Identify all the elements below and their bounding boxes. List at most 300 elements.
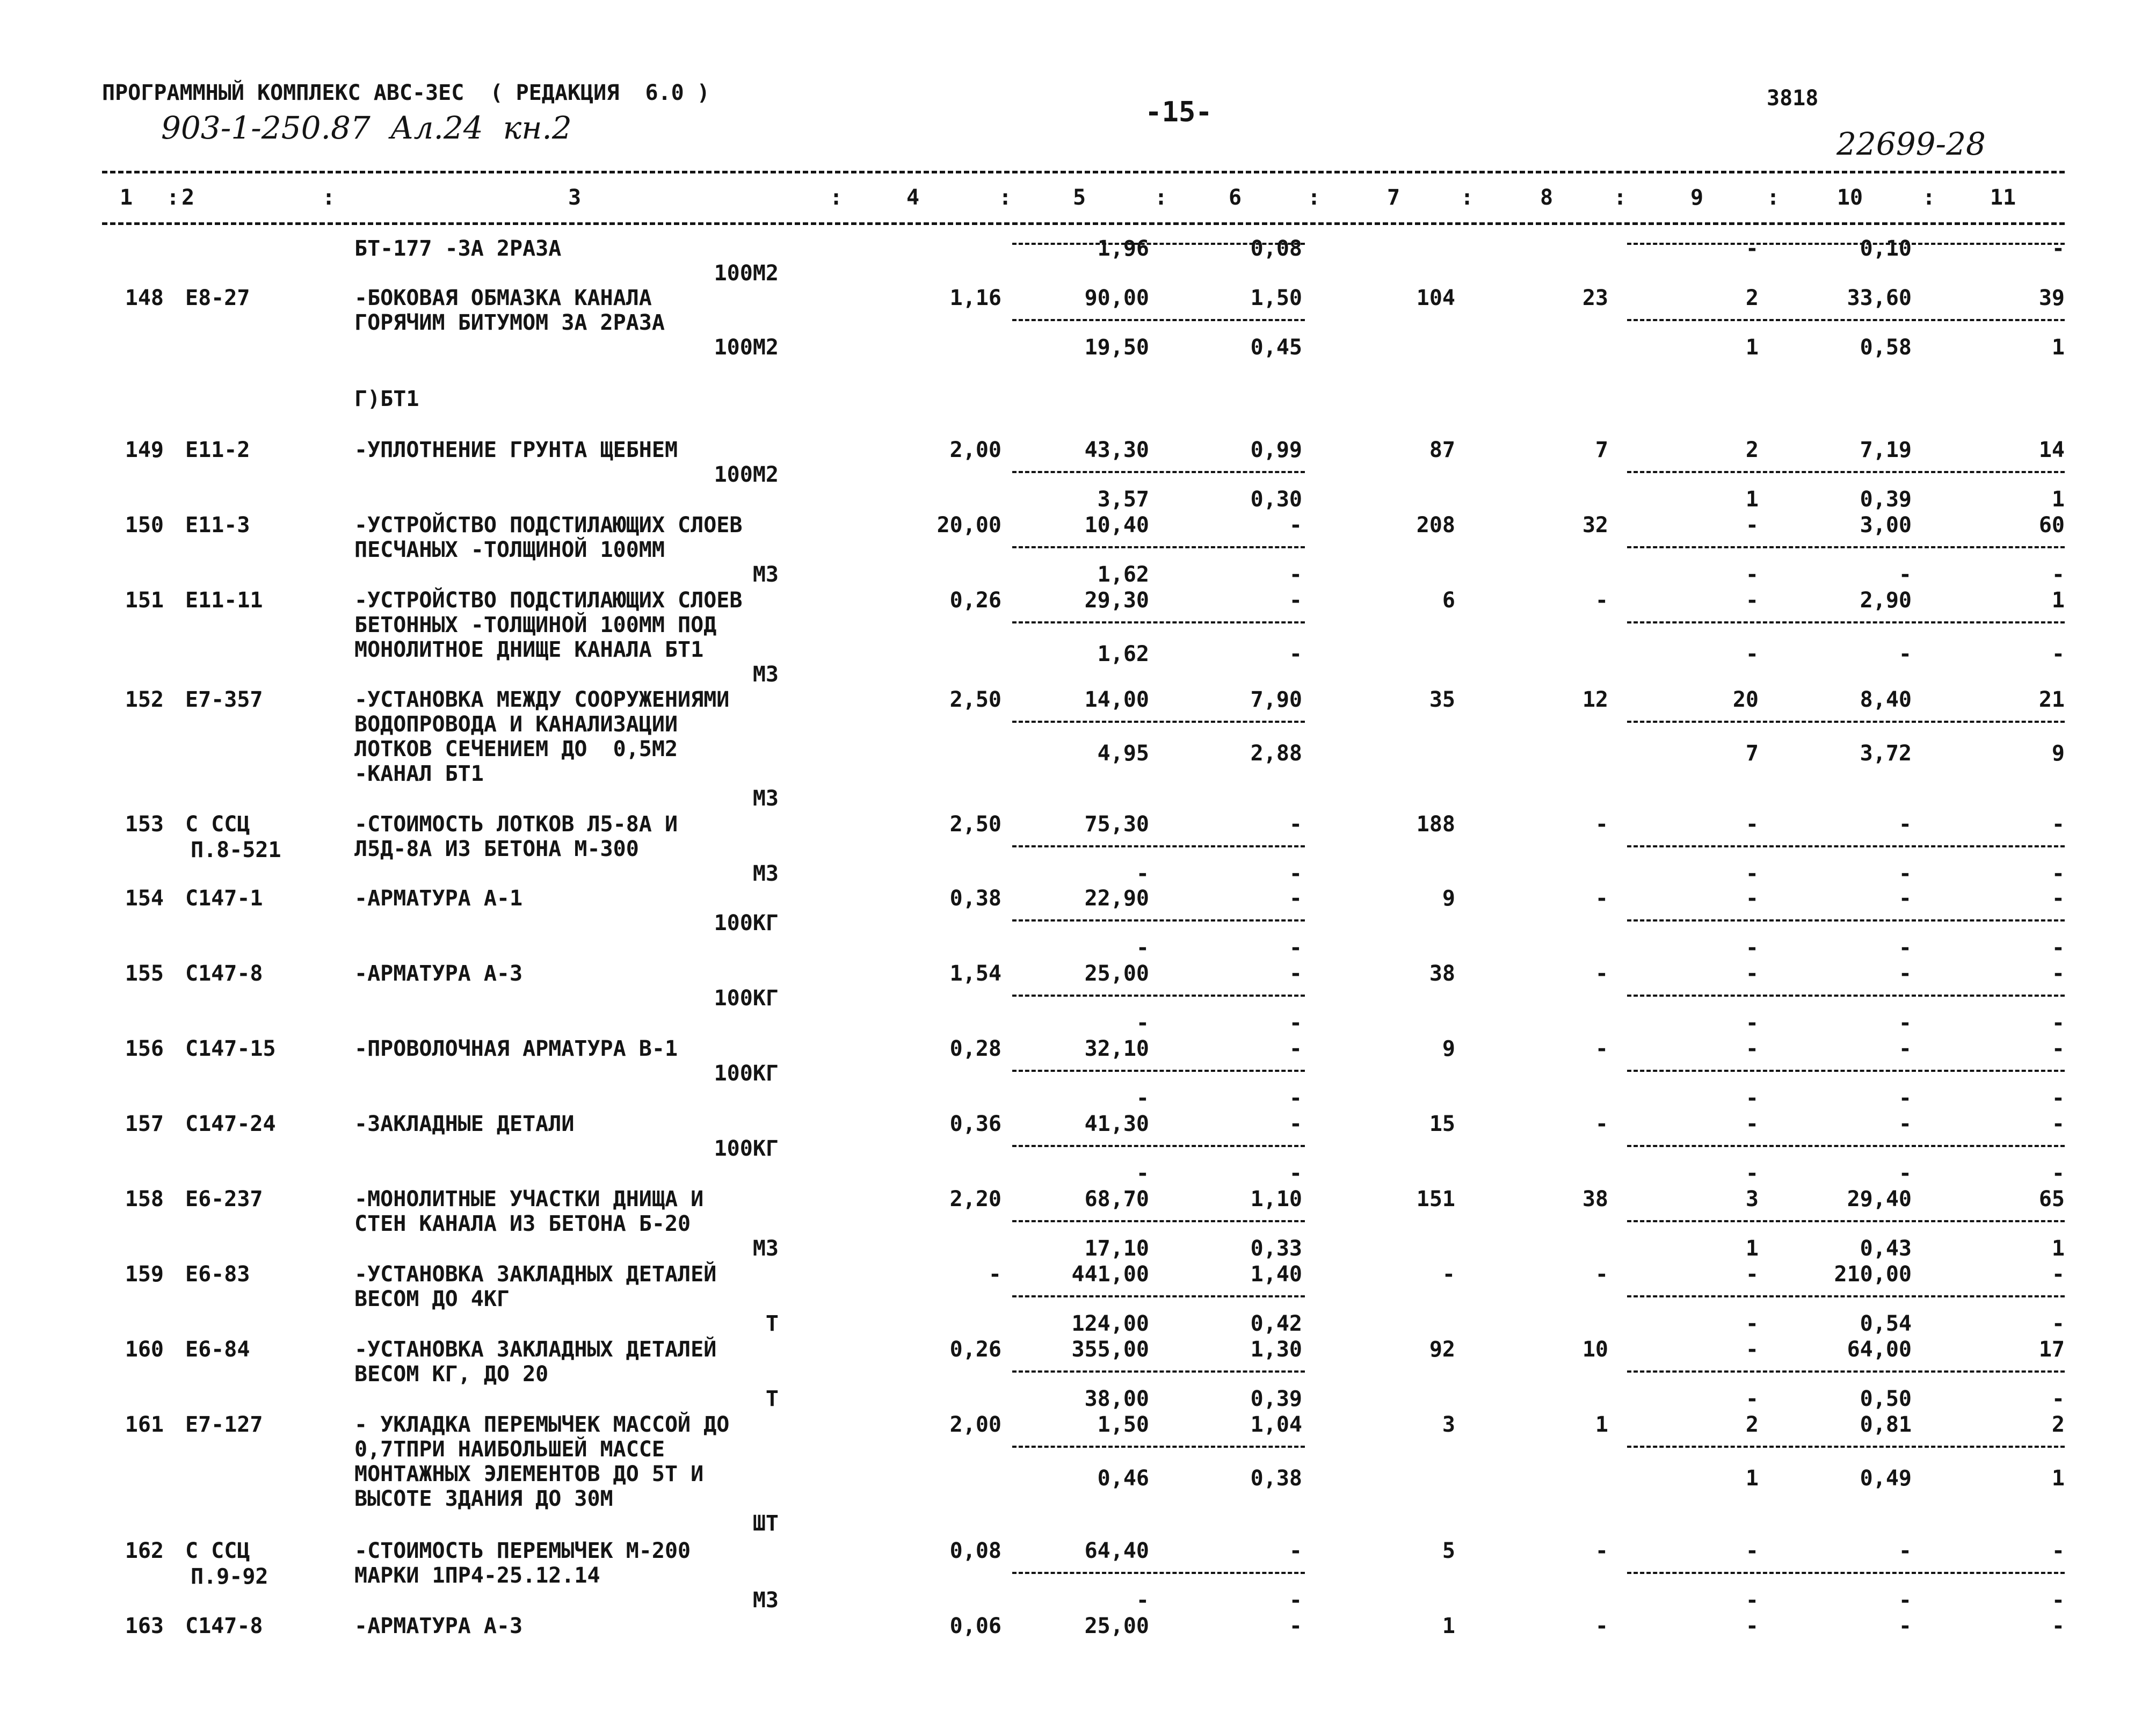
row-divider [1012,919,1305,922]
sub-s2: 0,42 [1250,1311,1302,1336]
cell-qty: 1,16 [949,286,1001,310]
work-description: -УСТАНОВКА МЕЖДУ СООРУЖЕНИЯМИ [354,687,730,712]
sub-s2: - [1289,1086,1302,1111]
sub-sb: 0,49 [1860,1466,1912,1491]
sub-s1: 1,62 [1097,562,1149,587]
work-description: ВЕСОМ КГ, ДО 20 [354,1362,549,1387]
cell-t1: 87 [1429,438,1455,462]
cell-b: 2,90 [1860,588,1912,613]
cell-c: 65 [2038,1187,2065,1212]
cell-c: - [2051,236,2065,261]
sub-s2: - [1289,1588,1302,1613]
work-description: ВЫСОТЕ ЗДАНИЯ ДО 30М [354,1486,613,1511]
sub-sc: - [2051,1011,2065,1035]
row-divider [1012,243,1305,245]
sub-s1: 3,57 [1097,487,1149,512]
sub-s2: 2,88 [1250,741,1302,766]
row-divider [1012,1446,1305,1448]
cell-a: 3 [1745,1187,1759,1212]
norm-code: Е6-83 [185,1262,250,1287]
work-description: -УСТРОЙСТВО ПОДСТИЛАЮЩИХ СЛОЕВ [354,513,743,538]
sub-sa: - [1745,1011,1759,1035]
work-description: БТ-177 -ЗА 2РАЗА [354,236,562,261]
sub-sa: 1 [1745,335,1759,360]
cell-p1: 75,30 [1084,812,1149,837]
norm-code: Е7-127 [185,1412,263,1437]
sub-sa: 7 [1745,741,1759,766]
cell-a: - [1745,1614,1759,1638]
cell-qty: 0,38 [949,886,1001,911]
row-divider [1012,319,1305,321]
cell-t2: 32 [1582,513,1608,538]
cell-t1: 208 [1416,513,1455,538]
sub-s2: 0,39 [1250,1387,1302,1411]
unit-of-measure: ШТ [752,1511,779,1536]
sub-s2: 0,33 [1250,1236,1302,1261]
cell-p2: - [1289,1614,1302,1638]
row-number: 158 [125,1187,164,1212]
cell-p1: 355,00 [1071,1337,1149,1362]
sub-sa: 1 [1745,1236,1759,1261]
work-description: ГОРЯЧИМ БИТУМОМ ЗА 2РАЗА [354,310,665,335]
row-divider [1627,1295,2065,1297]
norm-code-ref: П.8-521 [191,838,281,862]
cell-p2: 1,30 [1250,1337,1302,1362]
unit-of-measure: М3 [752,662,779,687]
column-separator: : [830,185,843,210]
cell-t1: 9 [1442,1036,1455,1061]
work-description: -КАНАЛ БТ1 [354,761,484,786]
program-header: ПРОГРАММНЫЙ КОМПЛЕКС АВС-ЗЕС ( РЕДАКЦИЯ 6.0 ) [102,81,710,105]
cell-a: 20 [1732,687,1759,712]
sub-sa: - [1745,1086,1759,1111]
page-number: -15- [1145,96,1213,128]
work-description: -СТОИМОСТЬ ПЕРЕМЫЧЕК М-200 [354,1539,691,1563]
cell-t1: 3 [1442,1412,1455,1437]
row-divider [1627,1370,2065,1373]
sub-sc: 1 [2051,487,2065,512]
cell-p1: 1,96 [1097,236,1149,261]
cell-b: 64,00 [1847,1337,1912,1362]
row-number: 150 [125,513,164,538]
sub-s2: 0,38 [1250,1466,1302,1491]
sub-s1: 1,62 [1097,642,1149,666]
row-divider [1012,845,1305,847]
work-description: 0,7ТПРИ НАИБОЛЬШЕЙ МАССЕ [354,1437,665,1462]
cell-t2: - [1595,1262,1608,1287]
work-description: -ПРОВОЛОЧНАЯ АРМАТУРА В-1 [354,1036,678,1061]
cell-c: - [2051,1539,2065,1563]
work-description: ЛОТКОВ СЕЧЕНИЕМ ДО 0,5М2 [354,737,678,761]
work-description: -АРМАТУРА А-1 [354,886,523,911]
unit-of-measure: 100КГ [714,1136,779,1161]
sub-sc: - [2051,935,2065,960]
work-description: ПЕСЧАНЫХ -ТОЛЩИНОЙ 100ММ [354,538,665,562]
column-number-3: 3 [568,185,582,210]
unit-of-measure: 100М2 [714,335,779,360]
cell-t1: 1 [1442,1614,1455,1638]
norm-code-ref: П.9-92 [191,1564,268,1589]
sub-sc: - [2051,1387,2065,1411]
work-description: -МОНОЛИТНЫЕ УЧАСТКИ ДНИЩА И [354,1187,704,1212]
row-divider [1627,1070,2065,1072]
column-separator: : [166,185,180,210]
row-divider [1012,621,1305,623]
sub-s2: 0,45 [1250,335,1302,360]
sub-sb: - [1898,861,1912,886]
work-description: БЕТОННЫХ -ТОЛЩИНОЙ 100ММ ПОД [354,613,717,637]
norm-code: С147-24 [185,1112,276,1136]
cell-t2: - [1595,1614,1608,1638]
cell-a: 2 [1745,1412,1759,1437]
unit-of-measure: 100КГ [714,1061,779,1086]
sub-sb: 0,50 [1860,1387,1912,1411]
row-divider [1012,721,1305,723]
cell-p1: 25,00 [1084,1614,1149,1638]
unit-of-measure: 100М2 [714,261,779,286]
sub-sb: - [1898,935,1912,960]
cell-t2: - [1595,886,1608,911]
cell-a: - [1745,513,1759,538]
sub-s1: 17,10 [1084,1236,1149,1261]
row-divider [1012,471,1305,473]
norm-code: Е11-2 [185,438,250,462]
cell-t1: 35 [1429,687,1455,712]
sub-s1: - [1136,1086,1149,1111]
cell-p2: 1,04 [1250,1412,1302,1437]
sub-sa: - [1745,1161,1759,1186]
column-number-6: 6 [1228,185,1242,210]
cell-c: 1 [2051,588,2065,613]
work-description: МАРКИ 1ПР4-25.12.14 [354,1563,600,1588]
cell-p2: - [1289,812,1302,837]
cell-p2: - [1289,1539,1302,1563]
column-number-2: 2 [181,185,195,210]
norm-code: Е7-357 [185,687,263,712]
column-separator: : [1461,185,1474,210]
cell-b: - [1898,1614,1912,1638]
cell-b: 7,19 [1860,438,1912,462]
cell-c: 60 [2038,513,2065,538]
cell-qty: - [988,1262,1001,1287]
sub-sc: - [2051,1086,2065,1111]
cell-p2: 7,90 [1250,687,1302,712]
cell-c: - [2051,961,2065,986]
unit-of-measure: Т [765,1311,779,1336]
cell-b: 8,40 [1860,687,1912,712]
sub-sb: - [1898,1588,1912,1613]
cell-b: - [1898,1036,1912,1061]
cell-p1: 25,00 [1084,961,1149,986]
cell-c: - [2051,1262,2065,1287]
row-divider [1627,721,2065,723]
cell-t2: - [1595,812,1608,837]
unit-of-measure: М3 [752,786,779,811]
sub-s1: 4,95 [1097,741,1149,766]
column-separator: : [1614,185,1627,210]
sub-sb: 0,39 [1860,487,1912,512]
row-number: 159 [125,1262,164,1287]
cell-p2: - [1289,588,1302,613]
work-description: СТЕН КАНАЛА ИЗ БЕТОНА Б-20 [354,1212,691,1236]
column-number-11: 11 [1990,185,2016,210]
sub-s2: 0,30 [1250,487,1302,512]
cell-b: 0,10 [1860,236,1912,261]
cell-t1: - [1442,1262,1455,1287]
row-divider [1627,546,2065,548]
work-description: МОНОЛИТНОЕ ДНИЩЕ КАНАЛА БТ1 [354,637,704,662]
norm-code: Е11-11 [185,588,263,613]
cell-a: - [1745,1262,1759,1287]
sub-sb: - [1898,1161,1912,1186]
sub-sb: - [1898,642,1912,666]
sub-sa: - [1745,1387,1759,1411]
row-number: 153 [125,812,164,837]
row-divider [1627,243,2065,245]
sub-sa: 1 [1745,487,1759,512]
unit-of-measure: М3 [752,861,779,886]
cell-qty: 0,26 [949,588,1001,613]
cell-t2: - [1595,1036,1608,1061]
cell-p2: - [1289,513,1302,538]
cell-t2: - [1595,1539,1608,1563]
work-description: ВОДОПРОВОДА И КАНАЛИЗАЦИИ [354,712,678,737]
row-number: 154 [125,886,164,911]
cell-b: - [1898,886,1912,911]
row-divider [1627,845,2065,847]
sub-s2: - [1289,935,1302,960]
unit-of-measure: М3 [752,562,779,587]
row-divider [1627,1446,2065,1448]
norm-code: С ССЦ [185,812,250,837]
cell-c: 2 [2051,1412,2065,1437]
column-number-4: 4 [906,185,920,210]
row-number: 148 [125,286,164,310]
sub-sc: - [2051,562,2065,587]
work-description: -АРМАТУРА А-3 [354,1614,523,1638]
cell-b: - [1898,1112,1912,1136]
cell-t2: 12 [1582,687,1608,712]
sub-sb: - [1898,562,1912,587]
cell-a: - [1745,1539,1759,1563]
norm-code: С ССЦ [185,1539,250,1563]
row-number: 155 [125,961,164,986]
column-number-1: 1 [119,185,133,210]
norm-code: Е6-84 [185,1337,250,1362]
work-description: -УСТАНОВКА ЗАКЛАДНЫХ ДЕТАЛЕЙ [354,1337,717,1362]
cell-t1: 5 [1442,1539,1455,1563]
sub-s2: - [1289,1161,1302,1186]
sub-sb: 0,43 [1860,1236,1912,1261]
cell-t1: 15 [1429,1112,1455,1136]
sub-s1: - [1136,1011,1149,1035]
cell-t1: 38 [1429,961,1455,986]
work-description: -ЗАКЛАДНЫЕ ДЕТАЛИ [354,1112,575,1136]
sub-s2: - [1289,562,1302,587]
cell-c: 17 [2038,1337,2065,1362]
sub-s1: - [1136,935,1149,960]
row-divider [1627,919,2065,922]
cell-p1: 10,40 [1084,513,1149,538]
cell-qty: 0,08 [949,1539,1001,1563]
sub-s1: 124,00 [1071,1311,1149,1336]
cell-a: 2 [1745,438,1759,462]
column-separator: : [1308,185,1321,210]
cell-p1: 90,00 [1084,286,1149,310]
sub-sc: - [2051,861,2065,886]
cell-c: - [2051,886,2065,911]
cell-p1: 29,30 [1084,588,1149,613]
cell-c: - [2051,812,2065,837]
column-number-10: 10 [1836,185,1863,210]
cell-t1: 92 [1429,1337,1455,1362]
cell-t2: 23 [1582,286,1608,310]
row-divider [1627,1572,2065,1574]
cell-p1: 441,00 [1071,1262,1149,1287]
sub-s1: 19,50 [1084,335,1149,360]
cell-qty: 0,06 [949,1614,1001,1638]
norm-code: Е6-237 [185,1187,263,1212]
cell-t2: 7 [1595,438,1608,462]
cell-qty: 2,00 [949,1412,1001,1437]
cell-t1: 151 [1416,1187,1455,1212]
row-number: 152 [125,687,164,712]
sub-sa: - [1745,935,1759,960]
cell-t2: 10 [1582,1337,1608,1362]
cell-p1: 14,00 [1084,687,1149,712]
cell-b: 3,00 [1860,513,1912,538]
sub-sc: 9 [2051,741,2065,766]
sub-s2: - [1289,1011,1302,1035]
sub-s1: - [1136,1161,1149,1186]
handwritten-project-code: 903-1-250.87 Ал.24 кн.2 [161,110,572,146]
cell-qty: 0,28 [949,1036,1001,1061]
cell-a: - [1745,1112,1759,1136]
row-divider [1012,1572,1305,1574]
work-description: -АРМАТУРА А-3 [354,961,523,986]
cell-b: - [1898,961,1912,986]
header-bottom-rule [102,222,2065,225]
cell-c: - [2051,1112,2065,1136]
cell-c: 21 [2038,687,2065,712]
cell-p2: 1,40 [1250,1262,1302,1287]
cell-t1: 9 [1442,886,1455,911]
row-divider [1627,995,2065,997]
sub-s2: - [1289,642,1302,666]
row-divider [1627,1145,2065,1147]
cell-b: 210,00 [1834,1262,1912,1287]
work-description: - УКЛАДКА ПЕРЕМЫЧЕК МАССОЙ ДО [354,1412,730,1437]
sub-sc: - [2051,642,2065,666]
cell-a: - [1745,812,1759,837]
sub-sc: - [2051,1311,2065,1336]
norm-code: С147-15 [185,1036,276,1061]
sub-s1: - [1136,1588,1149,1613]
cell-p1: 43,30 [1084,438,1149,462]
unit-of-measure: М3 [752,1236,779,1261]
row-number: 149 [125,438,164,462]
cell-p2: - [1289,961,1302,986]
cell-qty: 2,00 [949,438,1001,462]
row-divider [1627,1220,2065,1222]
norm-code: Е11-3 [185,513,250,538]
work-description: -УСТАНОВКА ЗАКЛАДНЫХ ДЕТАЛЕЙ [354,1262,717,1287]
row-divider [1012,995,1305,997]
cell-t2: - [1595,588,1608,613]
cell-b: 29,40 [1847,1187,1912,1212]
row-number: 160 [125,1337,164,1362]
row-divider [1012,1220,1305,1222]
cell-b: 0,81 [1860,1412,1912,1437]
sub-sb: 0,54 [1860,1311,1912,1336]
row-number: 151 [125,588,164,613]
cell-b: - [1898,812,1912,837]
sub-sa: - [1745,562,1759,587]
sub-s1: 0,46 [1097,1466,1149,1491]
sub-s1: - [1136,861,1149,886]
cell-a: - [1745,1337,1759,1362]
row-divider [1627,621,2065,623]
row-number: 161 [125,1412,164,1437]
sub-sa: - [1745,1311,1759,1336]
column-separator: : [1155,185,1168,210]
cell-t2: 1 [1595,1412,1608,1437]
cell-a: - [1745,236,1759,261]
cell-t2: - [1595,961,1608,986]
cell-t1: 188 [1416,812,1455,837]
cell-p2: - [1289,1036,1302,1061]
sub-sa: - [1745,861,1759,886]
cell-p2: - [1289,886,1302,911]
norm-code: С147-8 [185,961,263,986]
sub-sc: 1 [2051,1466,2065,1491]
cell-c: 14 [2038,438,2065,462]
sub-sb: - [1898,1086,1912,1111]
unit-of-measure: 100КГ [714,986,779,1011]
sub-sb: 3,72 [1860,741,1912,766]
cell-qty: 2,20 [949,1187,1001,1212]
cell-c: - [2051,1614,2065,1638]
cell-p1: 41,30 [1084,1112,1149,1136]
cell-p2: 1,50 [1250,286,1302,310]
cell-p1: 68,70 [1084,1187,1149,1212]
cell-b: 33,60 [1847,286,1912,310]
cell-b: - [1898,1539,1912,1563]
column-number-9: 9 [1690,185,1704,210]
work-description: МОНТАЖНЫХ ЭЛЕМЕНТОВ ДО 5Т И [354,1462,704,1486]
sub-sc: - [2051,1161,2065,1186]
header-top-rule [102,171,2065,173]
cell-p1: 32,10 [1084,1036,1149,1061]
unit-of-measure: 100М2 [714,462,779,487]
sub-sc: - [2051,1588,2065,1613]
column-separator: : [999,185,1012,210]
column-separator: : [322,185,336,210]
cell-a: - [1745,1036,1759,1061]
cell-c: 39 [2038,286,2065,310]
norm-code: С147-8 [185,1614,263,1638]
work-description: -СТОИМОСТЬ ЛОТКОВ Л5-8А И [354,812,678,837]
cell-c: - [2051,1036,2065,1061]
row-divider [1627,471,2065,473]
sub-sa: - [1745,642,1759,666]
column-separator: : [1922,185,1936,210]
column-number-5: 5 [1072,185,1086,210]
unit-of-measure: М3 [752,1588,779,1613]
work-description: Л5Д-8А ИЗ БЕТОНА М-300 [354,837,639,861]
row-divider [1012,1145,1305,1147]
sub-sb: - [1898,1011,1912,1035]
